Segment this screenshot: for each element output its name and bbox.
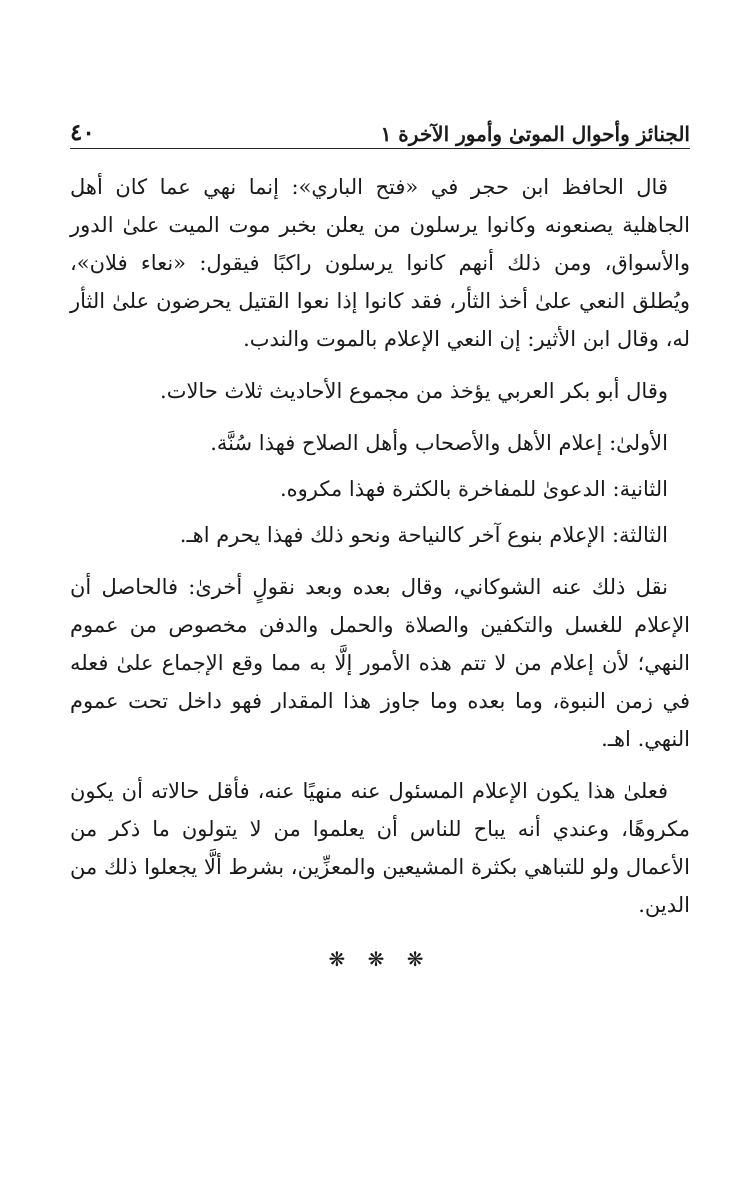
page-number: ٤٠: [70, 119, 95, 146]
case-third: الثالثة: الإعلام بنوع آخر كالنياحة ونحو ذلك فهذا يحرم اهـ.: [179, 523, 668, 547]
cases-list: [70, 424, 690, 554]
case-first: الأولىٰ: إعلام الأهل والأصحاب وأهل الصلاح فهذا سُنَّة.: [210, 431, 668, 455]
running-title: الجنائز وأحوال الموتىٰ وأمور الآخرة ١: [380, 122, 690, 146]
paragraph-shawkani: نقل ذلك عنه الشوكاني، وقال بعده وبعد نقولٍ أخرىٰ: فالحاصل أن الإعلام للغسل والتكفين والصلاة والحمل والدفن مخصوص من عموم النهي؛ لأن إعلام من لا تتم هذه الأمور إلَّا به مما وقع الإجماع علىٰ فعله في زمن النبوة، وما بعده وما جاوز هذا المقدار فهو داخل تحت عموم النهي. اهـ.: [70, 575, 690, 751]
paragraph-abu-bakr: وقال أبو بكر العربي يؤخذ من مجموع الأحاديث ثلاث حالات.: [160, 379, 668, 403]
paragraph-ibn-hajar: قال الحافظ ابن حجر في «فتح الباري»: إنما نهي عما كان أهل الجاهلية يصنعونه وكانوا يرسلون من يعلن بخبر موت الميت علىٰ الدور والأسواق، ومن ذلك أنهم كانوا يرسلون راكبًا فيقول: «نعاء فلان»، ويُطلق النعي علىٰ أخذ الثأر، فقد كانوا إذا نعوا القتيل يحرضون علىٰ الثأر له، وقال ابن الأثير: إن النعي الإعلام بالموت والندب.: [70, 175, 690, 351]
page-content: [70, 168, 690, 978]
section-separator: ❋ ❋ ❋: [328, 947, 432, 971]
page-header: [70, 106, 690, 149]
paragraph-conclusion: فعلىٰ هذا يكون الإعلام المسئول عنه منهيًا عنه، فأقل حالاته أن يكون مكروهًا، وعندي أنه يباح للناس أن يعلموا من لا يتولون ما ذكر من الأعمال ولو للتباهي بكثرة المشيعين والمعزِّين، بشرط ألَّا يجعلوا ذلك من الدين.: [70, 779, 690, 917]
case-second: الثانية: الدعوىٰ للمفاخرة بالكثرة فهذا مكروه.: [279, 477, 668, 501]
